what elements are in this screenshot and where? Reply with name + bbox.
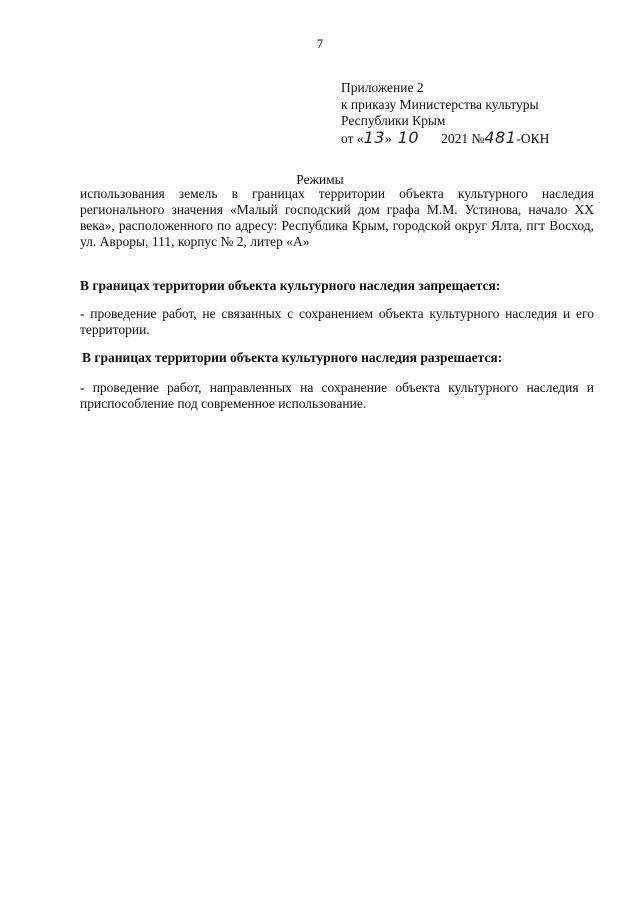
allowed-section-heading <box>82 350 596 366</box>
number-suffix: -ОКН <box>516 130 550 146</box>
date-year: 2021 № <box>441 130 485 146</box>
allowed-heading: В границах территории объекта культурного наследия разрешается: <box>82 350 503 365</box>
handwritten-day: 13 <box>363 127 385 147</box>
handwritten-number: 481 <box>484 127 517 147</box>
appendix-republic: Республики Крым <box>341 113 446 128</box>
date-prefix: от « <box>341 130 364 146</box>
appendix-date-line <box>341 127 550 148</box>
allowed-text: - проведение работ, направленных на сохранение объекта культурного наследия и приспособление под современное использование. <box>80 380 594 411</box>
page-number: 7 <box>316 37 324 51</box>
forbidden-heading: В границах территории объекта культурного наследия запрещается: <box>80 278 501 293</box>
forbidden-section-heading <box>80 278 594 294</box>
appendix-title: Приложение 2 <box>341 80 424 95</box>
appendix-order-ref: к приказу Министерства культуры <box>341 96 539 112</box>
handwritten-month: 10 <box>397 127 420 147</box>
date-close: » <box>384 130 392 146</box>
appendix-header <box>341 80 549 147</box>
allowed-section-body <box>80 380 594 412</box>
forbidden-text: - проведение работ, не связанных с сохранением объекта культурного наследия и его территории. <box>80 306 594 337</box>
regimes-description: использования земель в границах территории объекта культурного наследия регионального значения «Малый господский дом графа М.М. Устинова, начало XX века», расположенного по адресу: Республика Крым, городской округ Ялта, пгт Восход, ул. Авроры, 111, корпус № 2, литер «А» <box>80 186 594 249</box>
regimes-title: Режимы <box>296 172 344 187</box>
forbidden-section-body <box>80 306 594 338</box>
